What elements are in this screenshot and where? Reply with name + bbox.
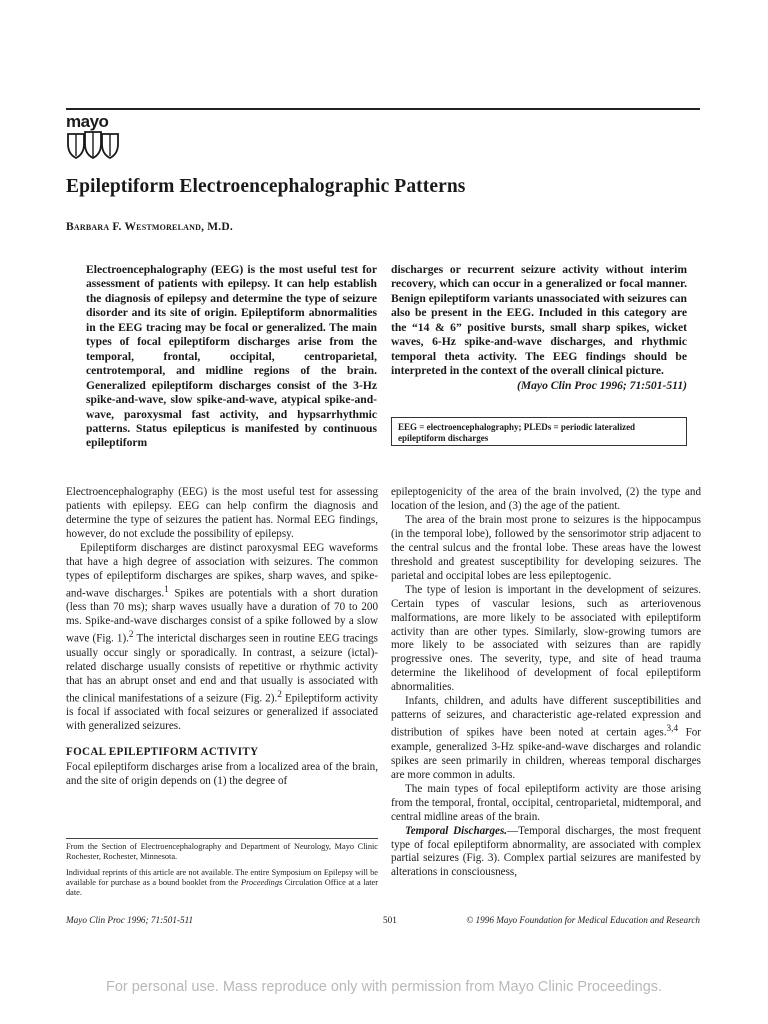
text-run: Spikes are potentials with a short duration (less than 70 ms); sharp waves usually have a duration of 70 to 200 ms. Spike-and-wave discharges consist of a spike followed by a slow wave (Fig. 1). (66, 587, 379, 645)
body-paragraph: The main types of focal epileptiform activity are those arising from the temporal, frontal, occipital, centroparietal, midtemporal, and central midline areas of the brain. (391, 782, 701, 823)
abstract-right: discharges or recurrent seizure activity without interim recovery, which can occur in a generalized or focal manner. Benign epileptiform variants unassociated with seizures can also be present in the EEG. Included in this category are the “14 & 6” positive bursts, small sharp spikes, wicket waves, 6-Hz spike-and-wave discharges, and rhythmic temporal theta activity. The EEG findings should be interpreted in the context of the overall clinical picture. (391, 263, 687, 378)
body-paragraph (66, 542, 378, 734)
text-run: Individual reprints of this article are not available. The entire Symposium on Epilepsy will be available for purchase as a bound booklet from the (66, 868, 378, 888)
author-degree: , M.D. (201, 221, 233, 233)
text-run: Epileptiform activity is focal if associated with focal seizures or generalized if associated with generalized seizures. (66, 692, 378, 733)
text-run: For example, generalized 3-Hz spike-and-wave discharges and rolandic spikes are seen primarily in children, whereas temporal discharges are more common in adults. (391, 726, 701, 781)
text-run: Proceedings (241, 878, 283, 888)
author-line (66, 221, 233, 233)
body-paragraph: Focal epileptiform discharges arise from a localized area of the brain, and the site of origin depends on (1) the degree of (66, 761, 378, 788)
text-run: Infants, children, and adults have different susceptibilities and patterns of seizures, and characteristic age-related expression and distribution of spikes have been noted at certain ages. (391, 695, 701, 739)
body-right-column (391, 486, 701, 880)
page-number: 501 (383, 915, 397, 925)
reference-superscript: 1 (164, 584, 169, 595)
footer-journal: Mayo Clin Proc 1996; 71:501-511 (66, 915, 194, 925)
reference-superscript: 2 (128, 630, 134, 641)
article-title: Epileptiform Electroencephalographic Patterns (66, 176, 466, 197)
author-name: Barbara F. Westmoreland (66, 221, 202, 233)
run-in-heading: Temporal Discharges. (405, 824, 508, 837)
footer-copyright: © 1996 Mayo Foundation for Medical Education and Research (466, 915, 700, 925)
abstract-right-block (391, 263, 687, 393)
text-run: The interictal discharges seen in routine EEG tracings usually occur singly or sporadically. In contrast, a seizure (ictal)-related discharge usually consists of repetitive or rhythmic activity that has an abrupt onset and end and that usually is associated with the clinical manifestations of a seizure (Fig. 2). (66, 632, 378, 705)
text-run: —Temporal discharges, the most frequent type of focal epileptiform abnormality, are associated with complex partial seizures (Fig. 3). Complex partial seizures are manifested by alterations in consciousness, (391, 824, 701, 879)
body-paragraph: Electroencephalography (EEG) is the most useful test for assessing patients with epilepsy. EEG can help confirm the diagnosis and determine the type of seizures the patient has. Normal EEG findings, however, do not exclude the possibility of epilepsy. (66, 486, 378, 540)
section-heading: FOCAL EPILEPTIFORM ACTIVITY (66, 746, 259, 759)
abstract-citation: (Mayo Clin Proc 1996; 71:501-511) (516, 378, 687, 392)
watermark: For personal use. Mass reproduce only with permission from Mayo Clinic Proceedings. (105, 979, 663, 995)
mayo-shields-icon (66, 130, 120, 160)
text-run: Epileptiform discharges are distinct paroxysmal EEG waveforms that have a high degree of association with seizures. The common types of epileptiform discharges are spikes, sharp waves, and spike-and-wave discharges. (66, 541, 378, 600)
footnote-affiliation: From the Section of Electroencephalography and Department of Neurology, Mayo Clinic Rochester, Rochester, Minnesota. (66, 842, 378, 862)
logo-wordmark: mayo (66, 112, 109, 131)
reference-superscript: 3,4 (666, 724, 679, 735)
reference-superscript: 2 (277, 689, 282, 700)
header-rule (66, 108, 700, 110)
body-left-column (66, 486, 378, 789)
body-paragraph (391, 695, 701, 782)
footnote-rule (66, 838, 378, 839)
body-paragraph: The type of lesion is important in the development of seizures. Certain types of vascular lesions, such as arteriovenous malformations, are more likely to be associated with epileptiform activity than are other types. Similarly, slow-growing tumors are more likely to be associated with seizures than are rapidly progressive ones. The severity, type, and site of head trauma determine the likelihood of development of focal epileptiform abnormalities. (391, 583, 701, 694)
mayo-logo (66, 113, 120, 165)
text-run: Circulation Office at a later date. (66, 878, 378, 898)
footnote-reprints (66, 868, 378, 899)
abstract-left: Electroencephalography (EEG) is the most useful test for assessment of patients with epilepsy. It can help establish the diagnosis of epilepsy and determine the type of seizure disorder and its site of origin. Epileptiform abnormalities in the EEG tracing may be focal or generalized. The main types of focal epileptiform discharges arise from the temporal, frontal, occipital, centroparietal, centrotemporal, and midline regions of the brain. Generalized epileptiform discharges consist of the 3-Hz spike-and-wave, slow spike-and-wave, atypical spike-and-wave, paroxysmal fast activity, and hypsarrhythmic patterns. Status epilepticus is manifested by continuous epileptiform (86, 263, 377, 450)
body-paragraph: The area of the brain most prone to seizures is the hippocampus (in the temporal lobe), followed by the sensorimotor strip adjacent to the central sulcus and the frontal lobe. These areas have the lowest threshold and greatest susceptibility for developing seizures. The parietal and occipital lobes are less epileptogenic. (391, 513, 701, 582)
abbreviations-box: EEG = electroencephalography; PLEDs = periodic lateralized epileptiform discharges (391, 417, 687, 446)
body-paragraph: epileptogenicity of the area of the brain involved, (2) the type and location of the lesion, and (3) the age of the patient. (391, 486, 701, 512)
body-paragraph (391, 825, 701, 881)
